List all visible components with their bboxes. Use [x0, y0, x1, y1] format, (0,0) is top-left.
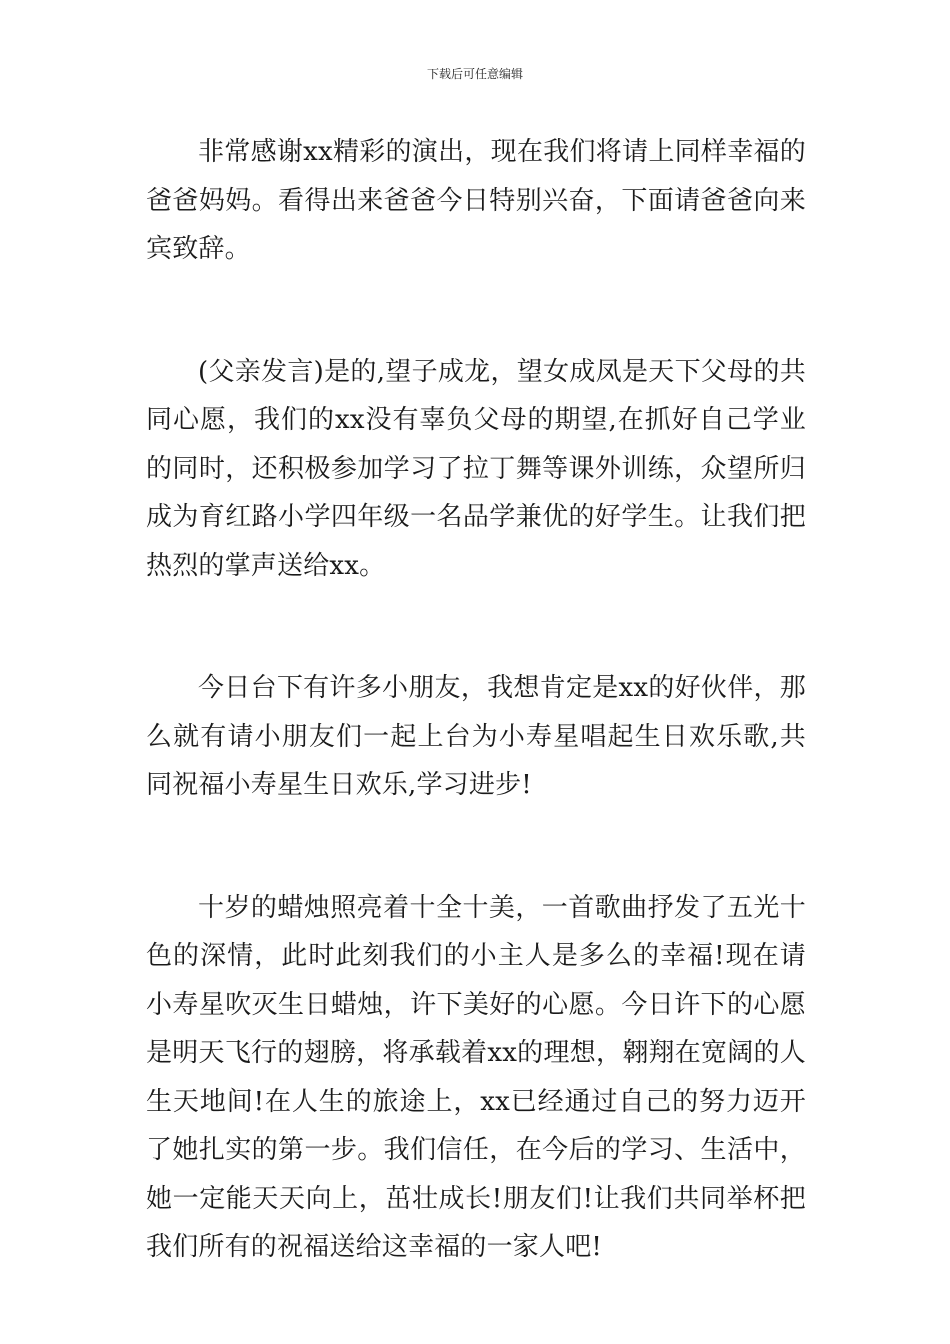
paragraph-3: 今日台下有许多小朋友，我想肯定是xx的好伙伴，那么就有请小朋友们一起上台为小寿星唱起生日欢乐歌,共同祝福小寿星生日欢乐,学习进步! — [146, 673, 806, 800]
paragraph-4: 十岁的蜡烛照亮着十全十美，一首歌曲抒发了五光十色的深情，此时此刻我们的小主人是多么的幸福!现在请小寿星吹灭生日蜡烛，许下美好的心愿。今日许下的心愿是明天飞行的翅膀，将承载着xx的理想，翱翔在宽阔的人生天地间!在人生的旅途上，xx已经通过自己的努力迈开了她扎实的第一步。我们信任，在今后的学习、生活中，她一定能天天向上，茁壮成长!朋友们!让我们共同举杯把我们所有的祝福送给这幸福的一家人吧! — [146, 892, 806, 1262]
paragraph-1: 非常感谢xx精彩的演出，现在我们将请上同样幸福的爸爸妈妈。看得出来爸爸今日特别兴奋，下面请爸爸向来宾致辞。 — [146, 137, 806, 264]
document-body — [146, 128, 806, 1272]
paragraph-2: (父亲发言)是的,望子成龙，望女成凤是天下父母的共同心愿，我们的xx没有辜负父母的期望,在抓好自己学业的同时，还积极参加学习了拉丁舞等课外训练，众望所归成为育红路小学四年级一名品学兼优的好学生。让我们把热烈的掌声送给xx。 — [146, 356, 806, 581]
page-header: 下载后可任意编辑 — [426, 67, 523, 81]
